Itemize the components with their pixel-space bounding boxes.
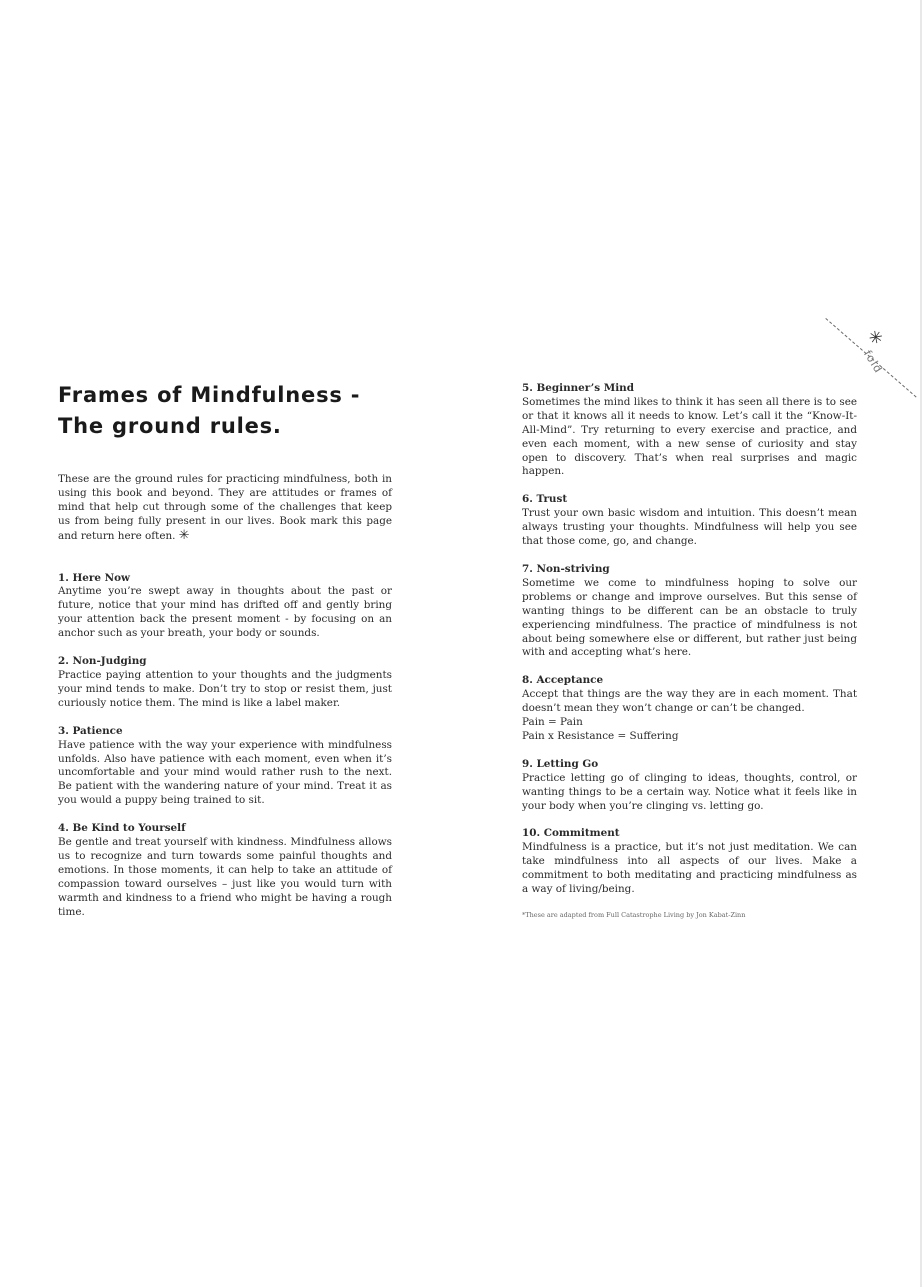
rule-title: 1. Here Now [58,571,130,584]
rule-item [522,382,857,479]
rule-item [58,655,392,711]
rule-title: 4. Be Kind to Yourself [58,822,186,835]
rule-title: 10. Commitment [522,827,620,840]
rule-text: Pain = Pain [522,716,583,729]
rule-text: Have patience with the way your experience with mindfulness unfolds. Also have patience with each moment, even when it’s uncomfortable and your mind would rather rush to the next. Be patient with the wandering nature of your mind. Treat it as you would a puppy being trained to sit. [58,738,392,807]
rule-text: Trust your own basic wisdom and intuition. This doesn’t mean always trusting your thoughts. Mindfulness will help you see that those come, go, and change. [522,507,857,548]
right-column [522,382,857,919]
rule-title: 6. Trust [522,493,568,506]
rule-text: Practice letting go of clinging to ideas, thoughts, control, or wanting things to be a certain way. Notice what it feels like in your body when you’re clinging vs. letting go. [522,771,857,812]
rule-text: Be gentle and treat yourself with kindness. Mindfulness allows us to recognize and turn towards some painful thoughts and emotions. In those moments, it can help to take an attitude of compassion toward ourselves – just like you would turn with warmth and kindness to a friend who might be having a rough time. [58,836,392,918]
right-rules-list [522,382,857,897]
fold-label: fold [860,348,886,376]
asterisk-icon: ✳ [178,527,190,543]
rule-text: Anytime you’re swept away in thoughts about the past or future, notice that your mind has drifted off and gently bring your attention back the present moment - by focusing on an anchor such as your breath, your body or sounds. [58,585,392,640]
rule-title: 8. Acceptance [522,674,604,687]
intro-text: These are the ground rules for practicing mindfulness, both in using this book and beyond. They are attitudes or frames of mind that help cut through some of the challenges that keep us from being fully present in our lives. Book mark this page and return here often. [58,473,392,542]
rule-text: Practice paying attention to your thoughts and the judgments your mind tends to make. Don’t try to stop or resist them, just curiously notice them. The mind is like a label maker. [58,668,392,709]
rule-item [58,725,392,808]
rule-item [522,674,857,744]
rule-text: Accept that things are the way they are in each moment. That doesn’t mean they won’t change or can’t be changed. [522,688,857,715]
rule-text: Mindfulness is a practice, but it’s not just meditation. We can take mindfulness into all aspects of our lives. Make a commitment to both meditating and practicing mindfulness as a way of living/being. [522,841,857,896]
footnote: *These are adapted from Full Catastrophe Living by Jon Kabat-Zinn [522,911,746,919]
page-title [58,380,392,442]
left-column [58,380,392,933]
rule-title: 5. Beginner’s Mind [522,382,634,394]
rule-item [522,827,857,897]
title-line-2: The ground rules. [58,414,282,438]
rule-item [522,493,857,549]
rule-item [58,572,392,642]
left-rules-list [58,572,392,920]
rule-item [522,563,857,660]
rule-item [58,822,392,919]
rule-title: 3. Patience [58,724,123,737]
fold-star-icon: ✳ [863,325,887,351]
rule-title: 7. Non-striving [522,562,610,575]
rule-text: Pain x Resistance = Suffering [522,729,679,742]
rule-text: Sometimes the mind likes to think it has seen all there is to see or that it knows all it needs to know. Let’s call it the “Know-It-All-Mind”. Try returning to every exercise and practice, and even each moment, with a new sense of curiosity and stay open to discovery. That’s when real surprises and magic happen. [522,395,857,478]
rule-title: 9. Letting Go [522,757,599,770]
intro-paragraph [58,473,392,544]
title-line-1: Frames of Mindfulness - [58,383,361,407]
rule-item [522,758,857,814]
rule-title: 2. Non-Judging [58,655,147,668]
rule-text: Sometime we come to mindfulness hoping to solve our problems or change and improve ourselves. But this sense of wanting things to be different can be an obstacle to truly experiencing mindfulness. The practice of mindfulness is not about being somewhere else or different, but rather just being with and accepting what’s here. [522,576,857,659]
